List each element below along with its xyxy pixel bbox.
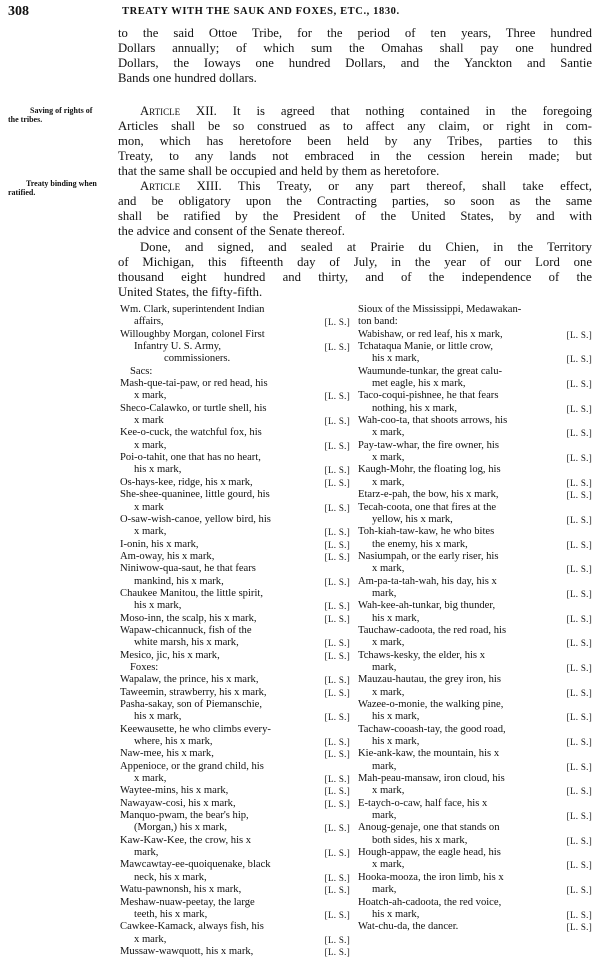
seal-mark: [L. S.]: [324, 749, 350, 760]
signatory-line: x mark,: [134, 773, 167, 785]
seal-mark: [L. S.]: [324, 737, 350, 748]
seal-mark: [L. S.]: [324, 872, 350, 883]
signatory-line: x mark: [134, 415, 164, 427]
signatory-entry: [120, 810, 350, 835]
signatory-line: x mark,: [134, 933, 167, 945]
signatory-entry: [120, 378, 350, 403]
seal-mark: [L. S.]: [566, 786, 592, 797]
signatory-line: Tecah-coota, one that fires at the: [358, 501, 497, 513]
seal-mark: [L. S.]: [324, 440, 350, 451]
signatory-line: mark,: [372, 587, 397, 599]
signatory-line: his x mark,: [134, 464, 182, 476]
signatory-line: Mah-peau-mansaw, iron cloud, his: [358, 773, 505, 785]
seal-mark: [L. S.]: [566, 687, 592, 698]
seal-mark: [L. S.]: [566, 638, 592, 649]
seal-mark: [L. S.]: [324, 317, 350, 328]
signatory-entry: [120, 748, 350, 760]
signatory-entry: [120, 761, 350, 786]
signatory-line: his x mark,: [134, 600, 182, 612]
signatory-entry: [120, 403, 350, 428]
text-line: of Michigan, this fifteenth day of July, in the year of our Lord one: [118, 255, 592, 269]
seal-mark: [L. S.]: [324, 527, 350, 538]
text-line: to the said Ottoe Tribe, for the period of ten years, Three hundred: [118, 26, 592, 40]
text-line: and be obligatory upon the Contracting parties, so soon as the same: [118, 194, 592, 208]
signatory-line: Toh-kiah-taw-kaw, he who bites: [358, 526, 495, 538]
signatory-line: Mash-que-tai-paw, or red head, his: [120, 378, 268, 390]
signatory-entry: [358, 502, 592, 527]
signatory-line: Tchaws-kesky, the elder, his x: [358, 649, 485, 661]
signatory-entry: [358, 390, 592, 415]
seal-mark: [L. S.]: [324, 391, 350, 402]
seal-mark: [L. S.]: [324, 848, 350, 859]
signatory-line: Infantry U. S. Army,: [134, 341, 221, 353]
signatory-line: Etarz-e-pah, the bow, his x mark,: [358, 489, 499, 501]
article-heading: Article XII.: [140, 104, 217, 118]
signatory-line: Willoughby Morgan, colonel First: [120, 328, 265, 340]
band-header-line: ton band:: [358, 316, 398, 328]
signatory-line: mark,: [372, 884, 397, 896]
signatory-line: Keewausette, he who climbs every-: [120, 723, 271, 735]
signatory-entry: [358, 921, 592, 933]
seal-mark: [L. S.]: [566, 737, 592, 748]
seal-mark: [L. S.]: [566, 379, 592, 390]
seal-mark: [L. S.]: [324, 477, 350, 488]
signatory-line: x mark,: [134, 390, 167, 402]
seal-mark: [L. S.]: [566, 588, 592, 599]
signatory-line: mark,: [372, 810, 397, 822]
signatory-line: x mark: [134, 501, 164, 513]
signatory-entry: [358, 748, 592, 773]
signatory-line: affairs,: [134, 316, 164, 328]
signatory-line: Taco-coqui-pishnee, he that fears: [358, 390, 499, 402]
seal-mark: [L. S.]: [566, 354, 592, 365]
signatory-line: Naw-mee, his x mark,: [120, 748, 214, 760]
signatory-line: Wah-coo-ta, that shoots arrows, his: [358, 415, 508, 427]
text-line: thousand eight hundred and thirty, and of the independence of the: [118, 270, 592, 284]
signatory-entry: [120, 539, 350, 551]
seal-mark: [L. S.]: [566, 477, 592, 488]
signatory-line: white marsh, his x mark,: [134, 637, 239, 649]
paragraph-payment: [118, 26, 592, 86]
signatory-line: both sides, his x mark,: [372, 834, 468, 846]
signatory-entry: [120, 551, 350, 563]
seal-mark: [L. S.]: [324, 909, 350, 920]
signatory-line: his x mark,: [372, 908, 420, 920]
signatory-entry: [358, 625, 592, 650]
seal-mark: [L. S.]: [566, 712, 592, 723]
seal-mark: [L. S.]: [566, 860, 592, 871]
signatory-line: Mesico, jic, his x mark,: [120, 649, 220, 661]
signatory-line: x mark,: [372, 859, 405, 871]
signatory-line: Wapaw-chicannuck, fish of the: [120, 624, 252, 636]
signatory-line: Pay-taw-whar, the fire owner, his: [358, 439, 499, 451]
seal-mark: [L. S.]: [566, 761, 592, 772]
signatory-line: Kaw-Kaw-Kee, the crow, his x: [120, 834, 252, 846]
sidenote-line: ratified.: [8, 188, 36, 197]
signatory-entry: [120, 452, 350, 477]
text-line: [118, 104, 592, 119]
signatory-entry: [358, 551, 592, 576]
text-fragment: It is agreed that nothing contained in the foregoing: [216, 104, 593, 118]
signatory-line: Appenioce, or the grand child, his: [120, 760, 264, 772]
signatory-line: x mark,: [134, 439, 167, 451]
band-header: [358, 304, 592, 329]
signatory-line: Watu-pawnonsh, his x mark,: [120, 884, 242, 896]
signatory-line: x mark,: [372, 785, 405, 797]
signatory-line: x mark,: [372, 452, 405, 464]
signatory-line: Niniwow-qua-saut, he that fears: [120, 563, 256, 575]
signatories-left-column: [120, 304, 350, 958]
signatory-line: Mussaw-wawquott, his x mark,: [120, 945, 254, 957]
text-line: Dollars, the Ioways one hundred Dollars, and the Yanckton and Santie: [118, 56, 592, 70]
signatory-entry: [120, 884, 350, 896]
signatory-line: his x mark,: [372, 736, 420, 748]
signatory-line: Kie-ank-kaw, the mountain, his x: [358, 748, 500, 760]
signatory-entry: [120, 563, 350, 588]
sidenote-saving-rights: [8, 106, 108, 124]
seal-mark: [L. S.]: [324, 798, 350, 809]
signatory-entry: [120, 897, 350, 922]
signatory-line: (Morgan,) his x mark,: [134, 822, 228, 834]
signatory-entry: [120, 477, 350, 489]
signatory-line: his x mark,: [372, 353, 420, 365]
signatory-line: Pasha-sakay, son of Piemanschie,: [120, 699, 263, 710]
seal-mark: [L. S.]: [324, 687, 350, 698]
signatory-line: his x mark,: [372, 612, 420, 624]
signatory-entry: [358, 526, 592, 551]
signatory-entry: [120, 798, 350, 810]
article-heading: Article XIII.: [140, 179, 222, 193]
signatory-entry: [120, 588, 350, 613]
signatory-entry: [358, 847, 592, 872]
signatory-line: Nasiumpah, or the early riser, his: [358, 550, 499, 562]
signatory-line: Cawkee-Kamack, always fish, his: [120, 921, 264, 933]
signatory-line: Wapalaw, the prince, his x mark,: [120, 674, 259, 686]
signatory-line: Am-pa-ta-tah-wah, his day, his x: [358, 575, 497, 587]
signatory-entry: [358, 773, 592, 798]
signatory-entry: [358, 650, 592, 675]
seal-mark: [L. S.]: [324, 675, 350, 686]
signatory-line: Sheco-Calawko, or turtle shell, his: [120, 402, 267, 414]
signatory-entry: [120, 427, 350, 452]
signatory-entry: [358, 329, 592, 341]
signatory-entry: [120, 514, 350, 539]
signatory-entry: [358, 415, 592, 440]
tribe-group-label: Foxes:: [130, 661, 159, 673]
signatory-entry: [120, 625, 350, 650]
signatory-entry: [358, 897, 592, 922]
seal-mark: [L. S.]: [566, 613, 592, 624]
signatory-line: I-onin, his x mark,: [120, 538, 199, 550]
seal-mark: [L. S.]: [566, 453, 592, 464]
signatory-entry: [358, 440, 592, 465]
seal-mark: [L. S.]: [566, 922, 592, 933]
seal-mark: [L. S.]: [324, 934, 350, 945]
seal-mark: [L. S.]: [566, 909, 592, 920]
seal-mark: [L. S.]: [324, 823, 350, 834]
signatory-line: x mark,: [372, 563, 405, 575]
signatory-entry: [120, 859, 350, 884]
seal-mark: [L. S.]: [324, 502, 350, 513]
seal-mark: [L. S.]: [566, 329, 592, 340]
text-line: the advice and consent of the Senate thereof.: [118, 224, 345, 238]
signatory-entry: [358, 699, 592, 724]
signatory-line: yellow, his x mark,: [372, 513, 453, 525]
seal-mark: [L. S.]: [324, 465, 350, 476]
seal-mark: [L. S.]: [324, 786, 350, 797]
signatory-line: Meshaw-nuaw-peetay, the large: [120, 896, 255, 908]
signatory-entry: [120, 674, 350, 686]
signatory-entry: [120, 489, 350, 514]
page-number: 308: [8, 4, 29, 19]
signatory-entry: [120, 699, 350, 724]
signatory-entry: [358, 366, 592, 391]
signatory-line: Hooka-mooza, the iron limb, his x: [358, 871, 504, 883]
sidenote-line: Saving of rights of: [30, 106, 93, 115]
signatory-entry: [358, 489, 592, 501]
signatory-entry: [120, 687, 350, 699]
text-line: Dollars annually; of which sum the Omahas shall pay one hundred: [118, 41, 592, 55]
sidenote-treaty-binding: [8, 179, 108, 197]
signatory-entry: [358, 822, 592, 847]
text-line: that the same shall be occupied and held by them as heretofore.: [118, 164, 440, 178]
seal-mark: [L. S.]: [566, 490, 592, 501]
paragraph-done-signed: [118, 240, 592, 300]
signatory-line: x mark,: [372, 686, 405, 698]
text-fragment: This Treaty, or any part thereof, shall take effect,: [221, 179, 592, 193]
signatory-line: Hough-appaw, the eagle head, his: [358, 847, 501, 859]
text-line: mon, which has heretofore been held by any Tribes, parties to this: [118, 134, 592, 148]
seal-mark: [L. S.]: [324, 774, 350, 785]
seal-mark: [L. S.]: [566, 662, 592, 673]
seal-mark: [L. S.]: [324, 576, 350, 587]
signatory-line: x mark,: [134, 526, 167, 538]
seal-mark: [L. S.]: [324, 539, 350, 550]
signatory-entry: [120, 613, 350, 625]
seal-mark: [L. S.]: [324, 638, 350, 649]
text-line: United States, the fifty-fifth.: [118, 285, 263, 299]
signatory-line: Mawcawtay-ee-quoiquenake, black: [120, 859, 271, 871]
signatory-line: the enemy, his x mark,: [372, 538, 468, 550]
signatory-line: x mark,: [372, 427, 405, 439]
signatory-entry: [120, 724, 350, 749]
signatory-line: Nawayaw-cosi, his x mark,: [120, 797, 236, 809]
signatory-line: Am-oway, his x mark,: [120, 550, 215, 562]
signatory-line: Manquo-pwam, the bear's hip,: [120, 810, 249, 822]
signatory-line: Tauchaw-cadoota, the red road, his: [358, 624, 507, 636]
signatory-line: Anoug-genaje, one that stands on: [358, 822, 500, 834]
signatory-entry: [120, 946, 350, 958]
text-line: Bands one hundred dollars.: [118, 71, 257, 85]
signatory-entry: [120, 329, 350, 366]
text-line: shall be ratified by the President of the United States, by and with: [118, 209, 592, 223]
signatory-entry: [120, 921, 350, 946]
signatory-entry: [120, 650, 350, 662]
seal-mark: [L. S.]: [324, 946, 350, 957]
signatory-line: O-saw-wish-canoe, yellow bird, his: [120, 513, 271, 525]
sidenote-line: Treaty binding when: [26, 179, 97, 188]
paragraph-article-xiii: [118, 179, 592, 239]
seal-mark: [L. S.]: [566, 514, 592, 525]
seal-mark: [L. S.]: [566, 811, 592, 822]
signatory-line: Kaugh-Mohr, the floating log, his: [358, 464, 501, 476]
sidenote-line: the tribes.: [8, 115, 43, 124]
signatory-line: Waytee-mins, his x mark,: [120, 785, 229, 797]
signatory-line: x mark,: [372, 637, 405, 649]
seal-mark: [L. S.]: [566, 835, 592, 846]
seal-mark: [L. S.]: [324, 613, 350, 624]
band-header-line: Sioux of the Mississippi, Medawakan-: [358, 304, 522, 315]
text-line: [118, 179, 592, 194]
signatory-line: teeth, his x mark,: [134, 908, 208, 920]
seal-mark: [L. S.]: [566, 403, 592, 414]
signatory-line: E-taych-o-caw, half face, his x: [358, 797, 488, 809]
signatory-entry: [120, 785, 350, 797]
signatory-line: mark,: [134, 847, 159, 859]
paragraph-article-xii: [118, 104, 592, 179]
signatory-line: Tachaw-cooash-tay, the good road,: [358, 723, 506, 735]
signatory-line: met eagle, his x mark,: [372, 378, 466, 390]
signatory-line: Wazee-o-monie, the walking pine,: [358, 699, 504, 710]
seal-mark: [L. S.]: [566, 885, 592, 896]
signatory-entry: [358, 600, 592, 625]
signatory-line: Poi-o-tahit, one that has no heart,: [120, 452, 261, 464]
signatory-line: She-shee-quaninee, little gourd, his: [120, 489, 270, 501]
signatory-line: Moso-inn, the scalp, his x mark,: [120, 612, 257, 624]
text-line: Treaty, to any lands not embraced in the cession herein made; but: [118, 149, 592, 163]
seal-mark: [L. S.]: [324, 650, 350, 661]
seal-mark: [L. S.]: [324, 551, 350, 562]
signatory-entry: [120, 835, 350, 860]
signatory-line: commissioners.: [164, 353, 231, 365]
signatory-line: nothing, his x mark,: [372, 402, 458, 414]
page-header: [8, 4, 592, 22]
signatories-right-column: [358, 304, 592, 934]
signatory-line: Wah-kee-ah-tunkar, big thunder,: [358, 600, 496, 612]
text-line: Articles shall be so construed as to affect any claim, or right in com-: [118, 119, 592, 133]
signatory-entry: [358, 464, 592, 489]
seal-mark: [L. S.]: [324, 342, 350, 353]
signatory-line: Tchataqua Manie, or little crow,: [358, 341, 494, 353]
signatory-line: Wabishaw, or red leaf, his x mark,: [358, 328, 503, 340]
tribe-group-label: Sacs:: [130, 365, 153, 377]
signatory-entry: [358, 674, 592, 699]
signatory-line: mark,: [372, 661, 397, 673]
signatory-line: Mauzau-hautau, the grey iron, his: [358, 674, 501, 686]
seal-mark: [L. S.]: [566, 564, 592, 575]
signatory-line: mankind, his x mark,: [134, 575, 224, 587]
running-title: TREATY WITH THE SAUK AND FOXES, ETC., 1830.: [122, 6, 400, 17]
seal-mark: [L. S.]: [324, 885, 350, 896]
signatory-line: mark,: [372, 760, 397, 772]
signatory-line: x mark,: [372, 476, 405, 488]
signatory-entry: [358, 576, 592, 601]
signatory-line: Os-hays-kee, ridge, his x mark,: [120, 476, 253, 488]
seal-mark: [L. S.]: [324, 416, 350, 427]
signatory-entry: [358, 341, 592, 366]
signatory-line: neck, his x mark,: [134, 871, 207, 883]
signatory-line: Chaukee Manitou, the little spirit,: [120, 587, 263, 599]
text-line: Done, and signed, and sealed at Prairie du Chien, in the Territory: [140, 240, 592, 254]
seal-mark: [L. S.]: [566, 539, 592, 550]
signatory-line: Kee-o-cuck, the watchful fox, his: [120, 427, 262, 439]
seal-mark: [L. S.]: [324, 601, 350, 612]
signatory-line: Hoatch-ah-cadoota, the red voice,: [358, 896, 502, 908]
signatory-entry: [120, 304, 350, 329]
signatory-line: where, his x mark,: [134, 736, 213, 748]
signatory-entry: [358, 872, 592, 897]
signatory-line: his x mark,: [134, 711, 182, 723]
signatory-line: his x mark,: [372, 711, 420, 723]
signatory-entry: [358, 724, 592, 749]
signatory-line: Taweemin, strawberry, his x mark,: [120, 686, 267, 698]
signatory-line: Waumunde-tunkar, the great calu-: [358, 365, 503, 377]
signatory-entry: [358, 798, 592, 823]
signatory-line: Wm. Clark, superintendent Indian: [120, 304, 265, 315]
signatory-line: Wat-chu-da, the dancer.: [358, 921, 459, 933]
seal-mark: [L. S.]: [324, 712, 350, 723]
seal-mark: [L. S.]: [566, 428, 592, 439]
